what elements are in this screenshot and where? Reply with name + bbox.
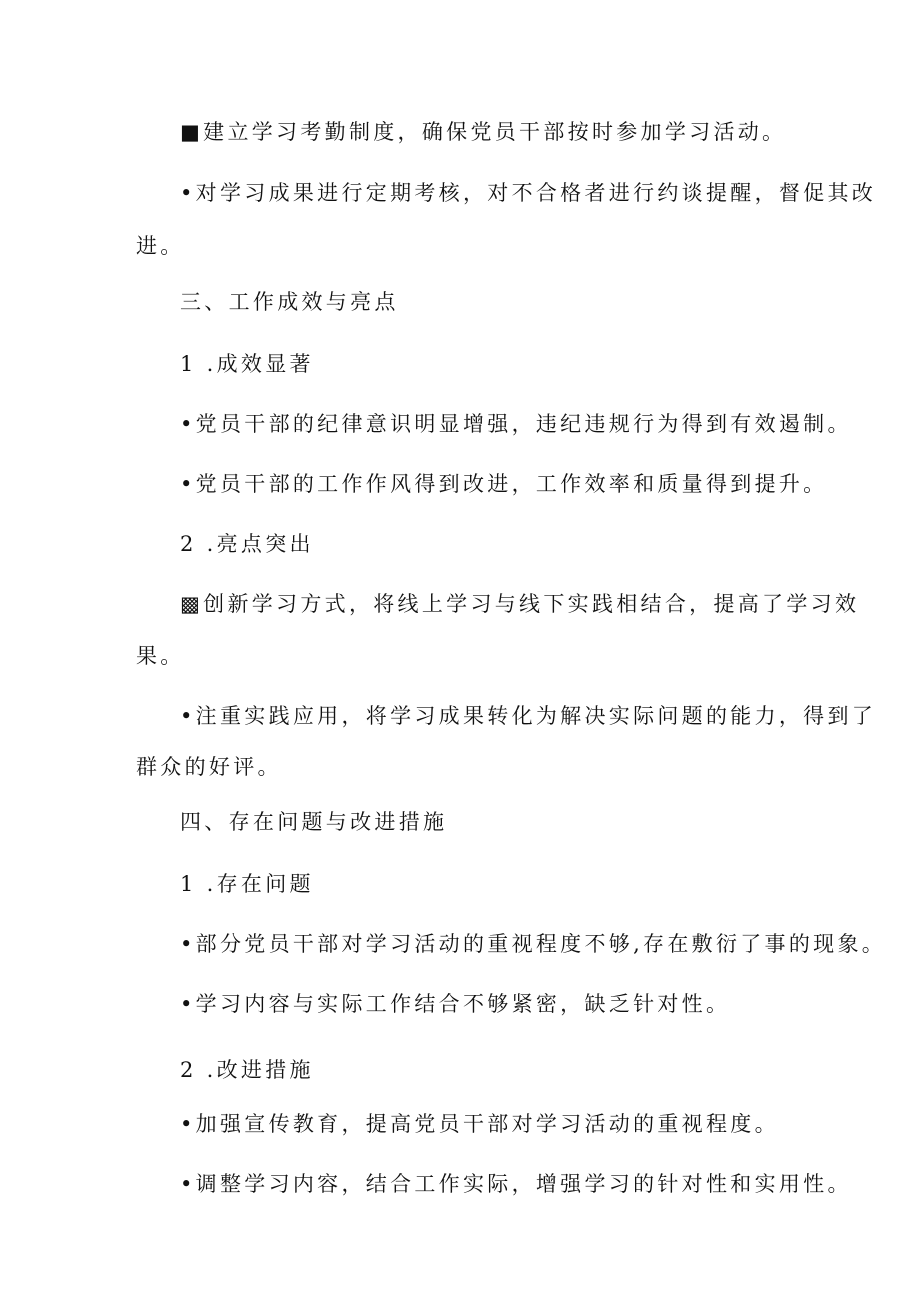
bullet-practical-application: •注重实践应用，将学习成果转化为解决实际问题的能力，得到了: [180, 704, 877, 728]
subheading-results-significant: 1 .成效显著: [180, 352, 314, 376]
bullet-innovative-learning-cont: 果。: [136, 644, 185, 668]
bullet-adjust-content: •调整学习内容，结合工作实际，增强学习的针对性和实用性。: [180, 1172, 852, 1196]
bullet-strengthen-education: •加强宣传教育，提高党员干部对学习活动的重视程度。: [180, 1112, 779, 1136]
bullet-periodic-assessment-cont: 进。: [136, 234, 185, 258]
bullet-attendance-system: ■建立学习考勤制度，确保党员干部按时参加学习活动。: [180, 120, 787, 144]
bullet-periodic-assessment: •对学习成果进行定期考核，对不合格者进行约谈提醒，督促其改: [180, 181, 877, 205]
section-heading-results: 三、工作成效与亮点: [180, 290, 399, 314]
subheading-improvement-measures: 2 .改进措施: [180, 1058, 314, 1082]
bullet-content-mismatch: •学习内容与实际工作结合不够紧密，缺乏针对性。: [180, 992, 731, 1016]
bullet-discipline-awareness: •党员干部的纪律意识明显增强，违纪违规行为得到有效遏制。: [180, 412, 852, 436]
subheading-highlights: 2 .亮点突出: [180, 532, 314, 556]
bullet-innovative-learning: ▩创新学习方式，将线上学习与线下实践相结合，提高了学习效: [180, 592, 860, 616]
bullet-insufficient-attention: •部分党员干部对学习活动的重视程度不够,存在敷衍了事的现象。: [180, 932, 887, 956]
subheading-existing-problems: 1 .存在问题: [180, 872, 314, 896]
section-heading-problems: 四、存在问题与改进措施: [180, 810, 448, 834]
bullet-practical-application-cont: 群众的好评。: [136, 755, 282, 779]
bullet-work-style: •党员干部的工作作风得到改进，工作效率和质量得到提升。: [180, 472, 828, 496]
